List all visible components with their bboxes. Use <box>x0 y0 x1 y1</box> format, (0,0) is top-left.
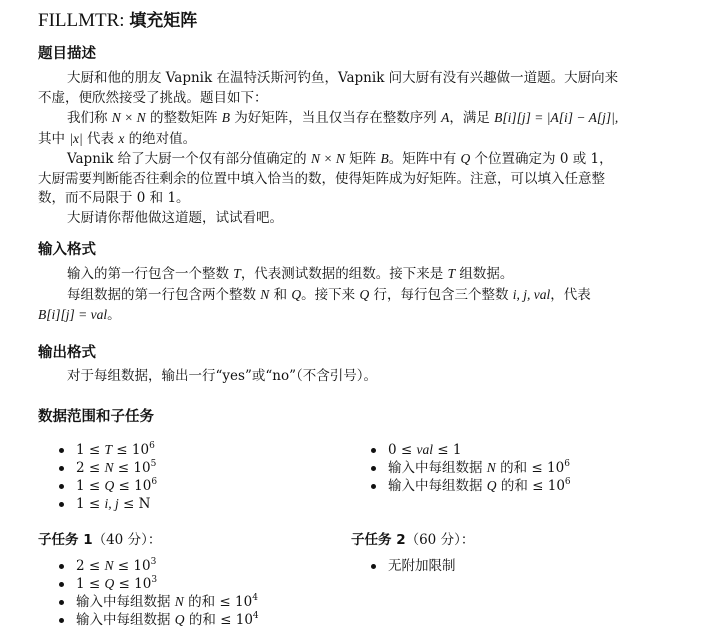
input-format-body: 输入的第一行包含一个整数 T，代表测试数据的组数。接下来是 T 组数据。 每组数据的第一行包含两个整数 N 和 Q。接下来 Q 行，每行包含三个整数 i, j, val，代表 B[i][j] = val。 <box>38 266 591 323</box>
problem-name: 填充矩阵 <box>129 11 198 31</box>
constraint-item: $1 \le Q \le 10^6$ <box>56 477 157 495</box>
constraint-item: $1 \le T \le 10^6$ <box>56 441 157 459</box>
subtask-1-list <box>56 557 259 629</box>
constraint-item: 输入中每组数据 Q 的和 ≤ $10^4$ <box>56 611 259 629</box>
subtask-2-heading: 子任务 2（60 分）： <box>351 532 475 548</box>
subtask-1-heading: 子任务 1（40 分）： <box>38 532 162 548</box>
subtask-2-list <box>368 557 456 575</box>
section-heading-input: 输入格式 <box>38 242 96 258</box>
description-body: 大厨和他的朋友 Vapnik 在温特沃斯河钓鱼，Vapnik 问大厨有没有兴趣做一道题。大厨向来 不虚，便欣然接受了挑战。题目如下： 我们称 N × N 的整数矩阵 B 为好矩阵，当且仅当存在整数序列 A，满足 B[i][j] = |A[i] − A[j]|, 其中 |x| 代表 x 的绝对值。 Vapnik 给了大厨一个仅有部分值确定的 N × N 矩阵 B。矩阵中有 Q 个位置确定为 0 或 1， 大厨需要判断能否往剩余的位置中填入恰当的数，使得矩阵成为好矩阵。注意，可以填入任意整 数，而不局限于 0 和 1。 大厨请你帮他做这道题，试试看吧。 <box>38 70 619 226</box>
constraint-item: 0 ≤ val ≤ 1 <box>368 441 571 459</box>
constraint-item: 输入中每组数据 N 的和 ≤ $10^4$ <box>56 593 259 611</box>
section-heading-limits: 数据范围和子任务 <box>38 409 154 425</box>
section-heading-output: 输出格式 <box>38 345 96 361</box>
constraint-item: $1 \le Q \le 10^3$ <box>56 575 259 593</box>
constraint-item: 无附加限制 <box>368 557 456 575</box>
limits-list-right <box>368 441 571 495</box>
constraint-item: $2 \le N \le 10^3$ <box>56 557 259 575</box>
limits-list-left <box>56 441 157 513</box>
problem-title <box>38 6 197 32</box>
problem-code: FILLMTR: <box>38 10 125 31</box>
constraint-item: 输入中每组数据 N 的和 ≤ $10^6$ <box>368 459 571 477</box>
output-format-body: 对于每组数据，输出一行“yes”或“no”（不含引号）。 <box>67 368 377 384</box>
section-heading-description: 题目描述 <box>38 46 96 62</box>
constraint-item: 输入中每组数据 Q 的和 ≤ $10^6$ <box>368 477 571 495</box>
constraint-item: $2 \le N \le 10^5$ <box>56 459 157 477</box>
constraint-item: 1 ≤ i, j ≤ N <box>56 495 157 513</box>
